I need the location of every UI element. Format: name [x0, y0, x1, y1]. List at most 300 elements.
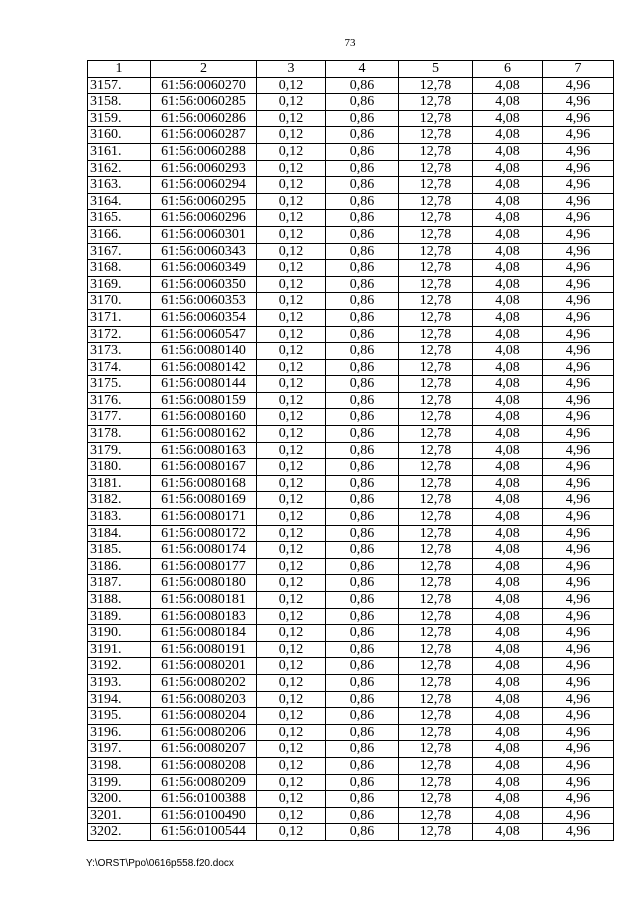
table-row — [88, 658, 614, 675]
table-cell: 12,78 — [399, 558, 473, 575]
column-header: 6 — [473, 61, 543, 78]
table-cell: 0,12 — [257, 293, 326, 310]
table-cell: 0,12 — [257, 691, 326, 708]
table-cell: 61:56:0080171 — [151, 509, 257, 526]
table-cell: 61:56:0060287 — [151, 127, 257, 144]
table-cell: 4,96 — [543, 110, 614, 127]
table-cell: 61:56:0080201 — [151, 658, 257, 675]
table-cell: 0,12 — [257, 326, 326, 343]
table-cell: 0,12 — [257, 757, 326, 774]
table-cell: 61:56:0080181 — [151, 592, 257, 609]
table-header-row — [88, 61, 614, 78]
table-cell: 61:56:0100388 — [151, 791, 257, 808]
table-cell: 61:56:0060349 — [151, 260, 257, 277]
table-cell: 4,08 — [473, 791, 543, 808]
table-cell: 61:56:0060293 — [151, 160, 257, 177]
table-cell: 3201. — [88, 807, 151, 824]
table-cell: 4,96 — [543, 226, 614, 243]
table-cell: 4,96 — [543, 359, 614, 376]
table-cell: 0,12 — [257, 509, 326, 526]
table-cell: 61:56:0060343 — [151, 243, 257, 260]
table-cell: 12,78 — [399, 409, 473, 426]
table-cell: 0,86 — [326, 94, 399, 111]
table-cell: 0,86 — [326, 177, 399, 194]
table-cell: 12,78 — [399, 426, 473, 443]
table-cell: 61:56:0060350 — [151, 276, 257, 293]
table-row — [88, 343, 614, 360]
table-cell: 12,78 — [399, 226, 473, 243]
table-cell: 3165. — [88, 210, 151, 227]
table-row — [88, 525, 614, 542]
table-cell: 61:56:0080207 — [151, 741, 257, 758]
table-cell: 0,12 — [257, 426, 326, 443]
table-cell: 3194. — [88, 691, 151, 708]
table-row — [88, 426, 614, 443]
table-cell: 3185. — [88, 542, 151, 559]
table-row — [88, 326, 614, 343]
table-cell: 3159. — [88, 110, 151, 127]
table-cell: 4,96 — [543, 77, 614, 94]
table-cell: 61:56:0080169 — [151, 492, 257, 509]
table-cell: 4,96 — [543, 542, 614, 559]
table-cell: 4,96 — [543, 475, 614, 492]
table-row — [88, 226, 614, 243]
table-cell: 12,78 — [399, 143, 473, 160]
table-cell: 12,78 — [399, 608, 473, 625]
table-cell: 61:56:0060285 — [151, 94, 257, 111]
table-cell: 3171. — [88, 309, 151, 326]
table-cell: 3198. — [88, 757, 151, 774]
table-row — [88, 492, 614, 509]
table-cell: 4,96 — [543, 326, 614, 343]
table-row — [88, 459, 614, 476]
table-cell: 12,78 — [399, 475, 473, 492]
table-cell: 0,86 — [326, 426, 399, 443]
table-cell: 12,78 — [399, 110, 473, 127]
table-cell: 61:56:0080160 — [151, 409, 257, 426]
table-cell: 4,96 — [543, 392, 614, 409]
table-cell: 12,78 — [399, 674, 473, 691]
table-cell: 0,86 — [326, 757, 399, 774]
table-cell: 61:56:0080208 — [151, 757, 257, 774]
table-cell: 0,86 — [326, 674, 399, 691]
table-cell: 4,08 — [473, 824, 543, 841]
table-cell: 0,12 — [257, 376, 326, 393]
table-cell: 12,78 — [399, 525, 473, 542]
table-cell: 61:56:0080177 — [151, 558, 257, 575]
data-table — [87, 60, 614, 841]
table-cell: 0,12 — [257, 558, 326, 575]
table-cell: 3177. — [88, 409, 151, 426]
table-cell: 0,86 — [326, 459, 399, 476]
table-cell: 3183. — [88, 509, 151, 526]
table-cell: 12,78 — [399, 757, 473, 774]
table-cell: 61:56:0080168 — [151, 475, 257, 492]
table-cell: 12,78 — [399, 210, 473, 227]
table-cell: 3191. — [88, 641, 151, 658]
table-cell: 61:56:0060270 — [151, 77, 257, 94]
table-cell: 12,78 — [399, 774, 473, 791]
table-cell: 4,96 — [543, 309, 614, 326]
table-cell: 3168. — [88, 260, 151, 277]
table-cell: 61:56:0080184 — [151, 625, 257, 642]
table-cell: 4,08 — [473, 608, 543, 625]
table-cell: 4,08 — [473, 575, 543, 592]
table-cell: 12,78 — [399, 293, 473, 310]
table-cell: 61:56:0080167 — [151, 459, 257, 476]
table-row — [88, 77, 614, 94]
table-cell: 0,86 — [326, 791, 399, 808]
table-cell: 61:56:0060286 — [151, 110, 257, 127]
table-row — [88, 542, 614, 559]
table-cell: 0,86 — [326, 77, 399, 94]
table-cell: 61:56:0060547 — [151, 326, 257, 343]
table-cell: 0,12 — [257, 110, 326, 127]
table-cell: 12,78 — [399, 724, 473, 741]
table-cell: 4,96 — [543, 625, 614, 642]
table-cell: 61:56:0080191 — [151, 641, 257, 658]
table-cell: 4,96 — [543, 426, 614, 443]
table-cell: 4,08 — [473, 592, 543, 609]
table-cell: 4,96 — [543, 674, 614, 691]
table-cell: 4,08 — [473, 807, 543, 824]
table-cell: 4,08 — [473, 774, 543, 791]
table-cell: 3162. — [88, 160, 151, 177]
table-cell: 61:56:0080144 — [151, 376, 257, 393]
table-cell: 3158. — [88, 94, 151, 111]
table-row — [88, 94, 614, 111]
table-row — [88, 558, 614, 575]
table-cell: 0,12 — [257, 641, 326, 658]
column-header: 2 — [151, 61, 257, 78]
table-row — [88, 442, 614, 459]
table-cell: 61:56:0060296 — [151, 210, 257, 227]
table-row — [88, 243, 614, 260]
table-cell: 4,96 — [543, 807, 614, 824]
table-cell: 4,08 — [473, 691, 543, 708]
table-cell: 12,78 — [399, 326, 473, 343]
table-row — [88, 177, 614, 194]
table-cell: 0,12 — [257, 143, 326, 160]
table-cell: 61:56:0060294 — [151, 177, 257, 194]
table-cell: 4,08 — [473, 177, 543, 194]
table-cell: 4,96 — [543, 94, 614, 111]
column-header: 3 — [257, 61, 326, 78]
table-cell: 0,12 — [257, 160, 326, 177]
table-cell: 0,86 — [326, 409, 399, 426]
table-row — [88, 691, 614, 708]
table-cell: 4,08 — [473, 542, 543, 559]
table-cell: 3161. — [88, 143, 151, 160]
table-cell: 12,78 — [399, 509, 473, 526]
table-cell: 0,86 — [326, 293, 399, 310]
table-cell: 3169. — [88, 276, 151, 293]
table-cell: 4,08 — [473, 326, 543, 343]
table-cell: 0,86 — [326, 343, 399, 360]
table-cell: 4,96 — [543, 708, 614, 725]
table-cell: 61:56:0080209 — [151, 774, 257, 791]
table-row — [88, 276, 614, 293]
table-cell: 0,86 — [326, 475, 399, 492]
table-row — [88, 509, 614, 526]
table-cell: 3174. — [88, 359, 151, 376]
table-cell: 3197. — [88, 741, 151, 758]
table-cell: 4,08 — [473, 558, 543, 575]
table-cell: 0,86 — [326, 226, 399, 243]
table-cell: 4,96 — [543, 459, 614, 476]
table-cell: 4,08 — [473, 525, 543, 542]
footer-file-path: Y:\ORST\Ppo\0616p558.f20.docx — [86, 858, 234, 869]
table-cell: 0,12 — [257, 824, 326, 841]
table-row — [88, 392, 614, 409]
table-cell: 0,12 — [257, 542, 326, 559]
table-cell: 0,86 — [326, 326, 399, 343]
table-cell: 0,86 — [326, 708, 399, 725]
column-header: 4 — [326, 61, 399, 78]
table-cell: 3184. — [88, 525, 151, 542]
table-cell: 61:56:0060354 — [151, 309, 257, 326]
table-cell: 12,78 — [399, 807, 473, 824]
table-cell: 0,86 — [326, 260, 399, 277]
table-cell: 4,96 — [543, 525, 614, 542]
table-cell: 0,12 — [257, 575, 326, 592]
table-cell: 4,96 — [543, 293, 614, 310]
table-row — [88, 791, 614, 808]
table-cell: 0,86 — [326, 143, 399, 160]
table-cell: 12,78 — [399, 243, 473, 260]
table-cell: 0,12 — [257, 343, 326, 360]
table-cell: 0,86 — [326, 542, 399, 559]
table-cell: 0,12 — [257, 94, 326, 111]
table-cell: 4,96 — [543, 774, 614, 791]
table-cell: 3202. — [88, 824, 151, 841]
table-cell: 0,86 — [326, 243, 399, 260]
table-cell: 0,12 — [257, 791, 326, 808]
table-cell: 3167. — [88, 243, 151, 260]
table-cell: 0,12 — [257, 392, 326, 409]
table-cell: 0,12 — [257, 475, 326, 492]
table-cell: 0,86 — [326, 376, 399, 393]
table-row — [88, 674, 614, 691]
table-cell: 12,78 — [399, 260, 473, 277]
table-cell: 4,08 — [473, 492, 543, 509]
table-cell: 0,12 — [257, 442, 326, 459]
table-cell: 0,86 — [326, 658, 399, 675]
table-cell: 4,08 — [473, 708, 543, 725]
table-cell: 3188. — [88, 592, 151, 609]
table-cell: 61:56:0080204 — [151, 708, 257, 725]
table-cell: 0,86 — [326, 592, 399, 609]
table-cell: 4,96 — [543, 276, 614, 293]
table-cell: 3187. — [88, 575, 151, 592]
table-cell: 0,86 — [326, 558, 399, 575]
table-cell: 12,78 — [399, 177, 473, 194]
table-cell: 4,96 — [543, 757, 614, 774]
table-cell: 3199. — [88, 774, 151, 791]
table-row — [88, 708, 614, 725]
table-cell: 4,08 — [473, 674, 543, 691]
table-cell: 0,86 — [326, 127, 399, 144]
table-cell: 3190. — [88, 625, 151, 642]
table-cell: 0,12 — [257, 724, 326, 741]
table-cell: 4,96 — [543, 724, 614, 741]
table-cell: 0,86 — [326, 824, 399, 841]
table-cell: 4,96 — [543, 592, 614, 609]
table-cell: 4,96 — [543, 608, 614, 625]
table-row — [88, 260, 614, 277]
table-cell: 4,08 — [473, 459, 543, 476]
table-cell: 12,78 — [399, 193, 473, 210]
table-cell: 61:56:0080142 — [151, 359, 257, 376]
table-cell: 3175. — [88, 376, 151, 393]
table-row — [88, 724, 614, 741]
table-cell: 4,96 — [543, 691, 614, 708]
table-cell: 61:56:0080140 — [151, 343, 257, 360]
table-cell: 4,08 — [473, 309, 543, 326]
table-cell: 3182. — [88, 492, 151, 509]
table-cell: 4,08 — [473, 475, 543, 492]
table-cell: 3189. — [88, 608, 151, 625]
table-cell: 3200. — [88, 791, 151, 808]
table-cell: 0,12 — [257, 741, 326, 758]
table-cell: 4,96 — [543, 575, 614, 592]
table-cell: 0,12 — [257, 359, 326, 376]
table-row — [88, 110, 614, 127]
table-cell: 4,08 — [473, 757, 543, 774]
table-cell: 0,12 — [257, 260, 326, 277]
table-cell: 4,96 — [543, 641, 614, 658]
table-cell: 61:56:0080172 — [151, 525, 257, 542]
table-cell: 4,08 — [473, 293, 543, 310]
table-cell: 61:56:0060295 — [151, 193, 257, 210]
table-row — [88, 293, 614, 310]
table-row — [88, 592, 614, 609]
table-cell: 0,12 — [257, 243, 326, 260]
table-cell: 12,78 — [399, 127, 473, 144]
table-cell: 0,12 — [257, 592, 326, 609]
table-cell: 12,78 — [399, 160, 473, 177]
table-cell: 4,96 — [543, 492, 614, 509]
table-cell: 4,96 — [543, 791, 614, 808]
table-cell: 61:56:0060301 — [151, 226, 257, 243]
table-row — [88, 309, 614, 326]
table-cell: 4,08 — [473, 226, 543, 243]
table-cell: 3181. — [88, 475, 151, 492]
table-cell: 4,08 — [473, 376, 543, 393]
table-cell: 61:56:0080203 — [151, 691, 257, 708]
table-cell: 0,12 — [257, 409, 326, 426]
table-cell: 0,86 — [326, 359, 399, 376]
table-cell: 3195. — [88, 708, 151, 725]
table-cell: 4,08 — [473, 426, 543, 443]
table-cell: 0,12 — [257, 226, 326, 243]
table-cell: 0,12 — [257, 177, 326, 194]
table-cell: 3157. — [88, 77, 151, 94]
table-cell: 12,78 — [399, 376, 473, 393]
table-cell: 0,12 — [257, 492, 326, 509]
table-cell: 12,78 — [399, 708, 473, 725]
table-cell: 4,96 — [543, 824, 614, 841]
table-cell: 4,96 — [543, 376, 614, 393]
table-cell: 4,08 — [473, 442, 543, 459]
table-cell: 3166. — [88, 226, 151, 243]
table-row — [88, 641, 614, 658]
table-cell: 61:56:0080163 — [151, 442, 257, 459]
table-cell: 0,12 — [257, 708, 326, 725]
table-cell: 61:56:0100544 — [151, 824, 257, 841]
table-cell: 4,08 — [473, 641, 543, 658]
table-cell: 0,86 — [326, 724, 399, 741]
table-cell: 12,78 — [399, 359, 473, 376]
table-row — [88, 824, 614, 841]
table-cell: 4,96 — [543, 210, 614, 227]
table-cell: 4,08 — [473, 625, 543, 642]
table-cell: 12,78 — [399, 658, 473, 675]
table-cell: 3176. — [88, 392, 151, 409]
table-cell: 0,12 — [257, 807, 326, 824]
table-cell: 12,78 — [399, 791, 473, 808]
table-cell: 12,78 — [399, 343, 473, 360]
table-cell: 12,78 — [399, 691, 473, 708]
table-cell: 3192. — [88, 658, 151, 675]
table-cell: 0,12 — [257, 77, 326, 94]
table-body — [88, 77, 614, 840]
table-cell: 0,12 — [257, 608, 326, 625]
table-cell: 3178. — [88, 426, 151, 443]
table-cell: 0,86 — [326, 741, 399, 758]
table-cell: 0,86 — [326, 691, 399, 708]
table-cell: 4,08 — [473, 94, 543, 111]
table-cell: 4,08 — [473, 260, 543, 277]
table-cell: 4,96 — [543, 558, 614, 575]
table-cell: 0,12 — [257, 276, 326, 293]
table-cell: 4,96 — [543, 243, 614, 260]
table-row — [88, 757, 614, 774]
table-cell: 12,78 — [399, 392, 473, 409]
table-cell: 12,78 — [399, 77, 473, 94]
table-cell: 0,86 — [326, 774, 399, 791]
table-cell: 3196. — [88, 724, 151, 741]
table-cell: 4,08 — [473, 359, 543, 376]
table-cell: 4,08 — [473, 127, 543, 144]
table-cell: 61:56:0080183 — [151, 608, 257, 625]
table-cell: 12,78 — [399, 309, 473, 326]
table-cell: 12,78 — [399, 442, 473, 459]
table-row — [88, 210, 614, 227]
table-cell: 0,86 — [326, 525, 399, 542]
column-header: 5 — [399, 61, 473, 78]
table-row — [88, 376, 614, 393]
table-cell: 4,96 — [543, 193, 614, 210]
table-row — [88, 741, 614, 758]
column-header: 1 — [88, 61, 151, 78]
table-cell: 4,08 — [473, 243, 543, 260]
table-cell: 4,96 — [543, 127, 614, 144]
table-cell: 61:56:0080162 — [151, 426, 257, 443]
table-cell: 61:56:0060288 — [151, 143, 257, 160]
table-cell: 4,08 — [473, 160, 543, 177]
table-cell: 3173. — [88, 343, 151, 360]
table-cell: 0,12 — [257, 774, 326, 791]
table-cell: 3164. — [88, 193, 151, 210]
table-row — [88, 143, 614, 160]
table-cell: 4,08 — [473, 409, 543, 426]
table-cell: 4,08 — [473, 210, 543, 227]
table-cell: 61:56:0080202 — [151, 674, 257, 691]
table-cell: 12,78 — [399, 741, 473, 758]
table-row — [88, 359, 614, 376]
table-cell: 4,08 — [473, 110, 543, 127]
